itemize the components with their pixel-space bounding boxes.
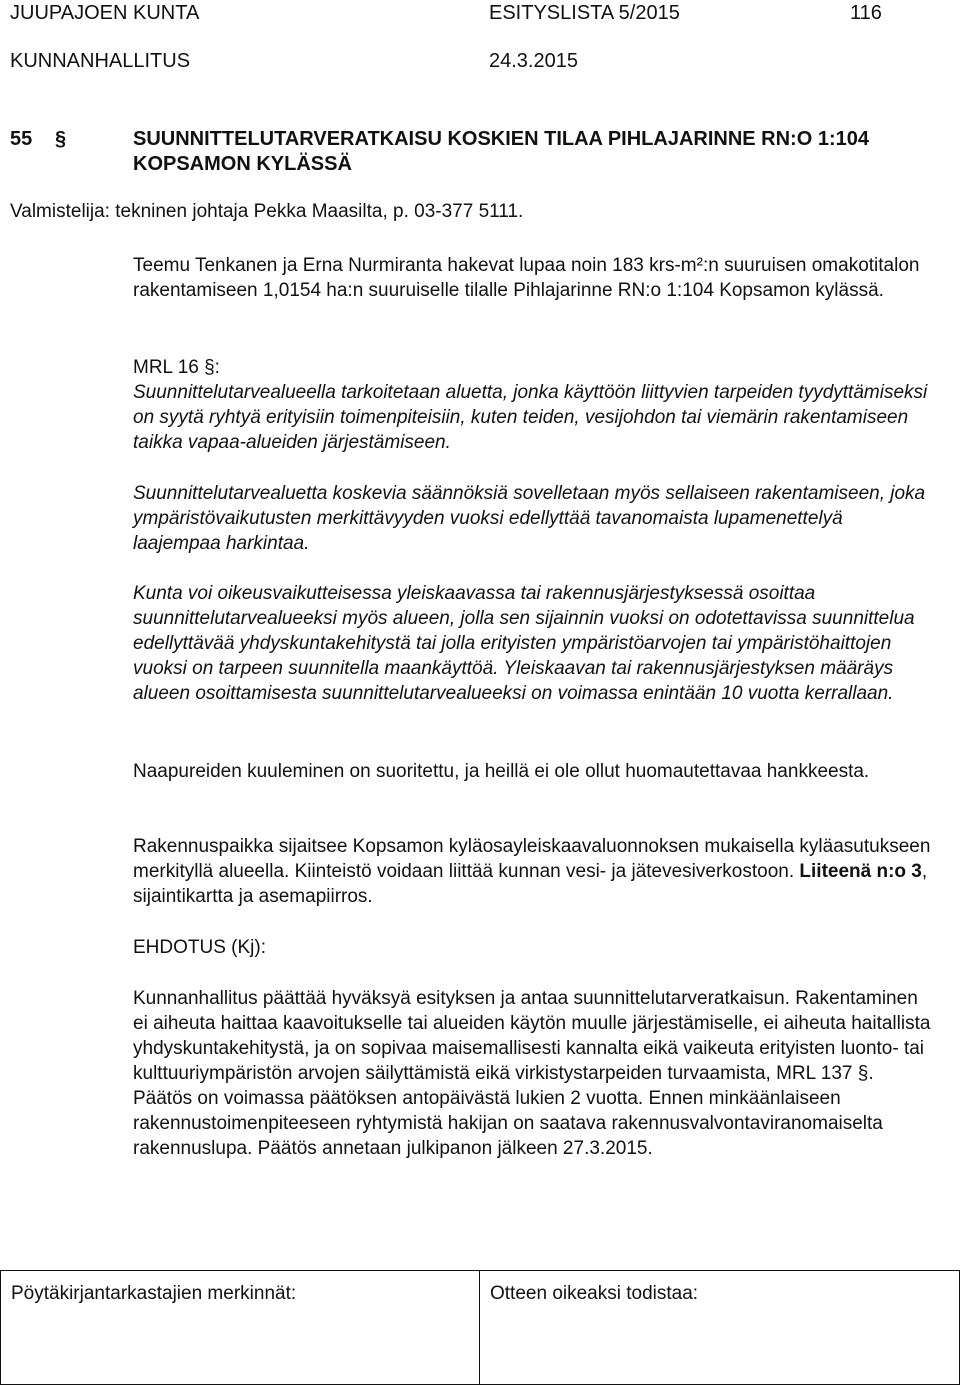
section-number: 55 xyxy=(10,128,33,150)
section-title-line1: SUUNNITTELUTARVERATKAISU KOSKIEN TILAA PIHLAJARINNE RN:O 1:104 xyxy=(133,128,869,150)
footer-certification-box xyxy=(479,1270,960,1385)
mrl-paragraph-3: Kunta voi oikeusvaikutteisessa yleiskaavassa tai rakennusjärjestyksessä osoittaa suunnittelutarvealueeksi myös alueen, jolla sen sijainnin vuoksi on odotettavissa suunnittelua edellyttävää yhdyskuntakehitystä tai jolla erityisten ympäristöarvojen tai ympäristöhaittojen vuoksi on tarpeen suunnitella maankäyttöä. Yleiskaavan tai rakennusjärjestyksen määräys alueen osoittamisesta suunnittelutarvealueeksi on voimassa enintään 10 vuotta kerrallaan. xyxy=(133,583,915,704)
section-title-line2: KOPSAMON KYLÄSSÄ xyxy=(133,153,352,175)
body-name: KUNNANHALLITUS xyxy=(10,50,191,72)
proposal-heading: EHDOTUS (Kj): xyxy=(133,937,266,958)
section-symbol: § xyxy=(55,128,67,150)
site-text-tail: , sijaintikartta ja asemapiirros. xyxy=(133,861,928,907)
page-number: 116 xyxy=(850,2,882,24)
meeting-date: 24.3.2015 xyxy=(489,50,578,72)
mrl-paragraph-2: Suunnittelutarvealuetta koskevia säännöksiä sovelletaan myös sellaiseen rakentamiseen, joka ympäristövaikutusten merkittävyyden vuoksi edellyttää tavanomaista lupamenettelyä laajempaa harkintaa. xyxy=(133,483,926,554)
preparer-line: Valmistelija: tekninen johtaja Pekka Maasilta, p. 03-377 5111. xyxy=(10,201,524,222)
municipality-name: JUUPAJOEN KUNTA xyxy=(10,2,200,24)
decision-paragraph: Kunnanhallitus päättää hyväksyä esityksen ja antaa suunnittelutarveratkaisun. Rakentaminen ei aiheuta haittaa kaavoitukselle tai alueiden käytön muulle järjestämiselle, ei aiheuta haitallista yhdyskuntakehitystä, ja on sopivaa maisemallisesti kannalta eikä vaikeuta erityisten luonto- tai kulttuuriympäristön arvojen säilyttämistä eikä virkistystarpeiden turvaamista, MRL 137 §. Päätös on voimassa päätöksen antopäivästä lukien 2 vuotta. Ennen minkäänlaiseen rakennustoimenpiteeseen ryhtymistä hakijan on saatava rakennusvalvontaviranomaiselta rakennuslupa. Päätös annetaan julkipanon jälkeen 27.3.2015. xyxy=(133,988,931,1159)
attachment-reference: Liiteenä n:o 3 xyxy=(799,861,922,882)
footer-certification-label: Otteen oikeaksi todistaa: xyxy=(490,1283,699,1304)
site-paragraph xyxy=(133,834,933,909)
footer-inspectors-box xyxy=(0,1270,480,1385)
site-text: Rakennuspaikka sijaitsee Kopsamon kyläosayleiskaavaluonnoksen mukaisella kyläasutukseen merkityllä alueella. Kiinteistö voidaan liittää kunnan vesi- ja jätevesiverkostoon. xyxy=(133,836,931,882)
neighbours-paragraph: Naapureiden kuuleminen on suoritettu, ja heillä ei ole ollut huomautettavaa hankkeesta. xyxy=(133,761,870,782)
footer-inspectors-label: Pöytäkirjantarkastajien merkinnät: xyxy=(11,1283,297,1304)
application-paragraph: Teemu Tenkanen ja Erna Nurmiranta hakevat lupaa noin 183 krs-m²:n suuruisen omakotitalon rakentamiseen 1,0154 ha:n suuruiselle tilalle Pihlajarinne RN:o 1:104 Kopsamon kylässä. xyxy=(133,255,920,301)
mrl-heading: MRL 16 §: xyxy=(133,357,220,378)
agenda-number: ESITYSLISTA 5/2015 xyxy=(489,2,680,24)
mrl-paragraph-1: Suunnittelutarvealueella tarkoitetaan aluetta, jonka käyttöön liittyvien tarpeiden tyydyttämiseksi on syytä ryhtyä erityisiin toimenpiteisiin, kuten teiden, vesijohdon tai viemärin rakentamiseen taikka vapaa-alueiden järjestämiseen. xyxy=(133,382,928,453)
